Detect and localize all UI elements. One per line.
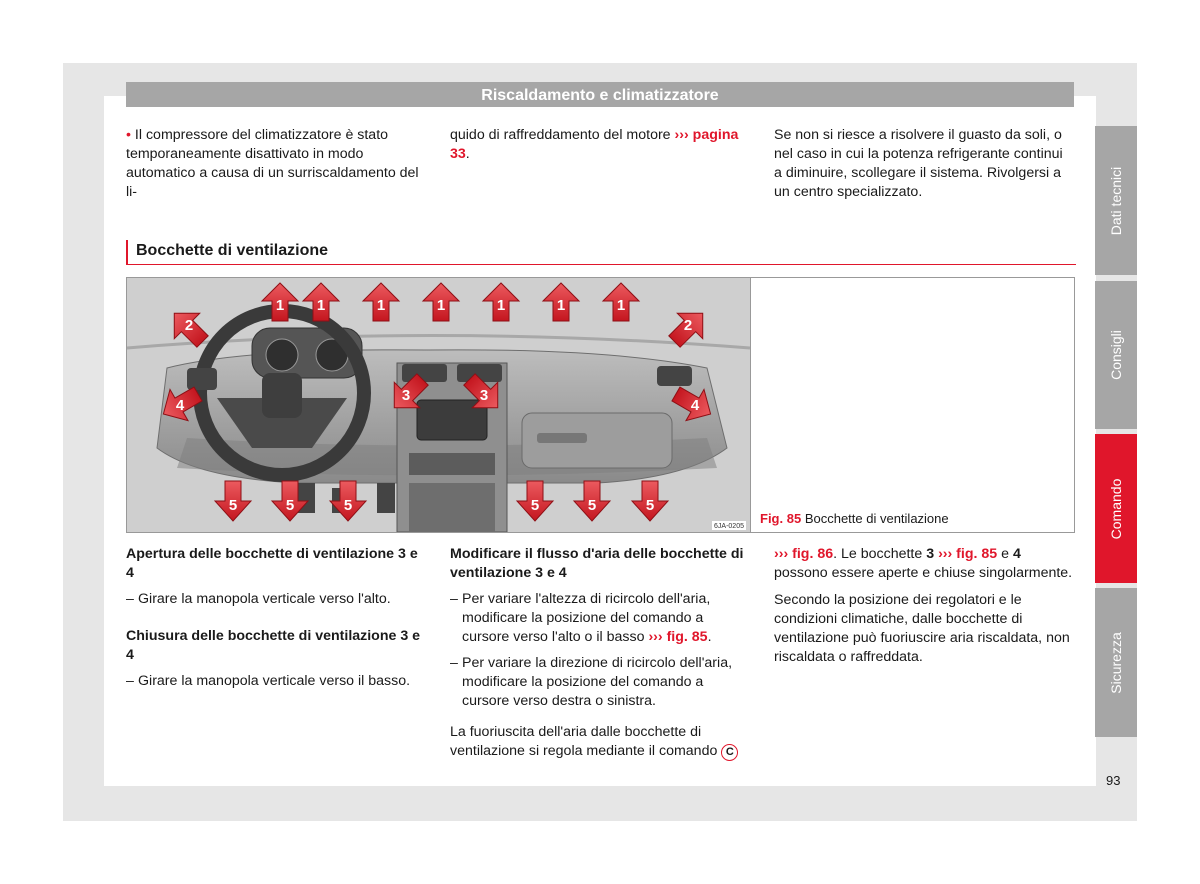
arrow-label: 1 [316,297,326,314]
figure-caption [760,511,949,526]
arrow-label: 1 [436,297,446,314]
list-item [450,654,750,711]
arrow-label: 1 [616,297,626,314]
arrow-label: 1 [556,297,566,314]
bottom-column-left [126,545,426,691]
tab-label: Consigli [1108,330,1124,380]
dash: – [126,673,134,689]
tab-dati-tecnici[interactable] [1095,126,1137,275]
list-item-text: Girare la manopola verticale verso il basso. [138,673,411,689]
fig-ref-link[interactable]: ››› fig. 86 [774,546,834,562]
tab-sicurezza[interactable] [1095,588,1137,737]
arrow-label: 3 [401,387,411,404]
arrow-label: 4 [690,397,700,414]
period: . [465,146,470,162]
vent-number: 3 [926,546,935,562]
figure-code: 6JA-0205 [714,523,744,530]
list-item-text: Per variare l'altezza di ricircolo dell'aria, modificare la posizione del comando a cursore verso l'alto o il basso [462,591,711,645]
list-item [126,590,426,609]
list-item [126,672,426,691]
heading-opening: Apertura delle bocchette di ventilazione 3 e 4 [126,546,418,581]
tab-label: Dati tecnici [1108,166,1124,235]
fig-ref-link[interactable]: ››› fig. 85 [648,629,708,645]
text: possono essere aperte e chiuse singolarmente. [774,565,1073,581]
arrow-label: 5 [587,497,597,514]
paragraph-text: La fuoriuscita dell'aria dalle bocchette di ventilazione si regola mediante il comando [450,724,718,759]
dash: – [450,655,458,671]
list-item-text: Per variare la direzione di ricircolo dell'aria, modificare la posizione del comando a cursore verso destra o sinistra. [462,655,733,709]
arrow-label: 1 [275,297,285,314]
dashboard-svg [127,278,750,532]
figure-label: Fig. 85 [760,511,802,526]
bottom-column-mid [450,545,750,761]
arrow-label: 4 [175,397,185,414]
bottom-column-right [774,545,1074,667]
arrow-label: 5 [228,497,238,514]
arrow-label: 2 [184,317,194,334]
text: e [1001,546,1010,562]
arrow-label: 2 [683,317,693,334]
arrow-label: 5 [645,497,655,514]
top-col3-text: Se non si riesce a risolvere il guasto da soli, o nel caso in cui la potenza refrigerante continui a diminuire, scollegare il sistema. Rivolgersi a un centro specializzato. [774,127,1063,200]
list-item: – Per variare l'altezza di ricircolo dell'aria, modificare la posizione del comando a cursore verso l'alto o il basso ››› fig. 85. [450,591,712,645]
paragraph [450,723,750,761]
paragraph [774,545,1074,583]
tab-consigli[interactable] [1095,281,1137,429]
dashboard-illustration [127,278,751,532]
arrow-label: 5 [285,497,295,514]
dash: – [126,591,134,607]
fig-ref-link[interactable]: ››› fig. 85 [938,546,998,562]
tab-comando[interactable] [1095,434,1137,583]
dash: – [450,591,458,607]
section-title-text: Bocchette di ventilazione [136,242,329,259]
arrow-label: 5 [343,497,353,514]
text: . Le bocchette [833,546,923,562]
section-title [126,240,1076,265]
control-c-icon: C [721,744,738,761]
top-column-3 [774,126,1074,202]
page-ref-link[interactable]: pagina 33 [450,127,739,162]
arrow-label: 3 [479,387,489,404]
arrow-label: 1 [496,297,506,314]
arrow-label: 5 [530,497,540,514]
bullet-icon: • [126,127,131,143]
chapter-header: Riscaldamento e climatizzatore [126,82,1074,107]
arrows-icon: ››› [674,127,689,143]
page-number: 93 [1106,773,1121,788]
tab-label: Sicurezza [1108,631,1124,694]
heading-airflow: Modificare il flusso d'aria delle bocchette di ventilazione 3 e 4 [450,546,744,581]
tab-label: Comando [1108,478,1124,539]
figure-box [126,277,1075,533]
figure-caption-text: Bocchette di ventilazione [804,511,949,526]
list-item-text: Girare la manopola verticale verso l'alto. [138,591,391,607]
top-col1-text: Il compressore del climatizzatore è stato temporaneamente disattivato in modo automatico a causa di un surriscaldamento del li- [126,127,419,200]
arrow-label: 1 [376,297,386,314]
vent-number: 4 [1012,546,1021,562]
top-column-1 [126,126,422,202]
top-column-2 [450,126,746,164]
top-col2-text: quido di raffreddamento del motore [450,127,671,143]
heading-closing: Chiusura delle bocchette di ventilazione 3 e 4 [126,628,421,663]
paragraph: Secondo la posizione dei regolatori e le condizioni climatiche, dalle bocchette di ventilazione può fuoriuscire aria riscaldata, non riscaldata o raffreddata. [774,592,1070,665]
